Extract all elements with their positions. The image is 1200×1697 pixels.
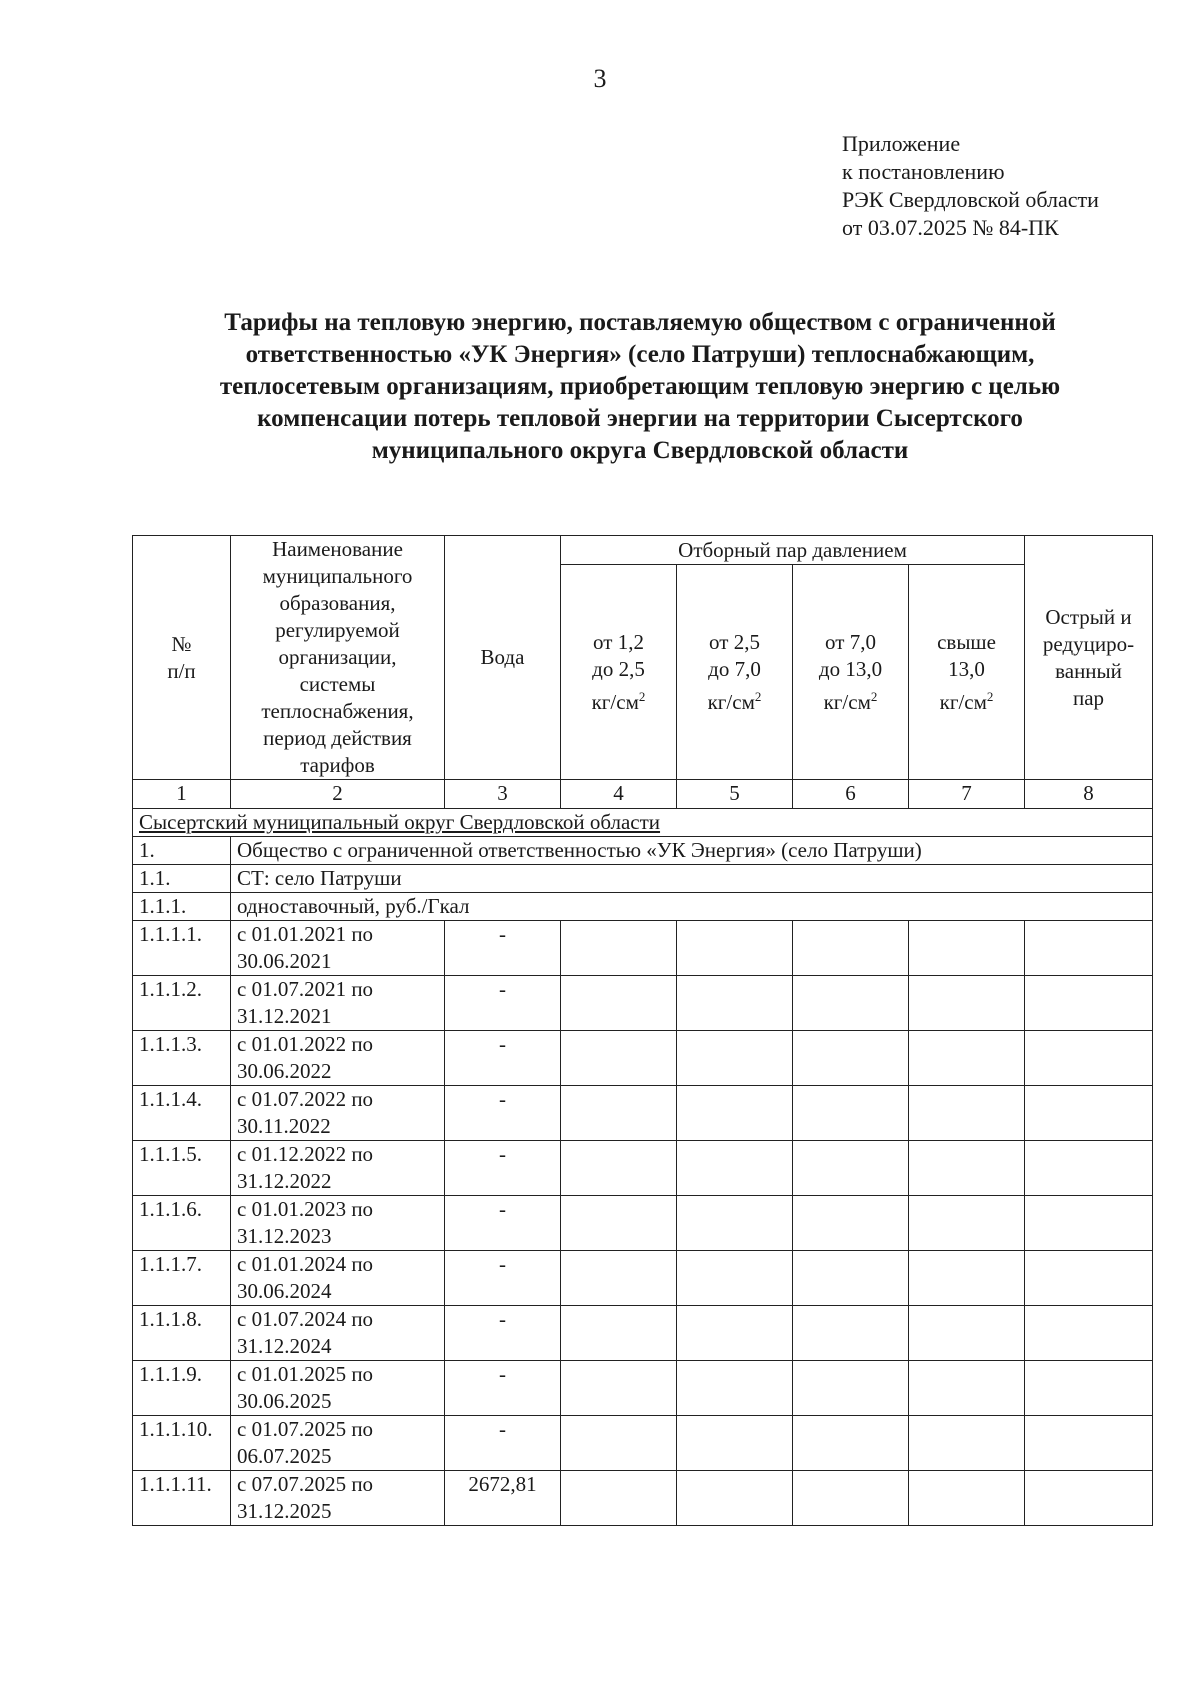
title-line: теплосетевым организациям, приобретающим тепловую энергию с целью [219, 373, 1061, 400]
empty-cell [677, 1196, 793, 1251]
header-name: Наименование муниципального образования, регулируемой организации, системы теплоснабжения, период действия тарифов [231, 536, 445, 780]
section-row [133, 809, 1153, 837]
tariff-row [133, 1196, 1153, 1251]
row-num: 1.1.1.3. [133, 1031, 231, 1086]
empty-cell [1025, 1086, 1153, 1141]
row-num: 1.1.1.2. [133, 976, 231, 1031]
empty-cell [561, 976, 677, 1031]
empty-cell [909, 1086, 1025, 1141]
empty-cell [793, 1471, 909, 1526]
empty-cell [909, 976, 1025, 1031]
page-number: 3 [593, 64, 607, 93]
tariff-row [133, 1361, 1153, 1416]
empty-cell [1025, 976, 1153, 1031]
empty-cell [561, 1471, 677, 1526]
empty-cell [677, 1471, 793, 1526]
empty-cell [1025, 1251, 1153, 1306]
water-value: - [445, 1361, 561, 1416]
empty-cell [561, 1251, 677, 1306]
empty-cell [793, 1416, 909, 1471]
empty-cell [1025, 1196, 1153, 1251]
empty-cell [1025, 1361, 1153, 1416]
empty-cell [793, 921, 909, 976]
empty-cell [909, 1416, 1025, 1471]
row-num: 1.1.1.6. [133, 1196, 231, 1251]
empty-cell [793, 976, 909, 1031]
row-num: 1.1.1.9. [133, 1361, 231, 1416]
col-number: 3 [445, 780, 561, 809]
period: с 01.07.2024 по 31.12.2024 [231, 1306, 445, 1361]
empty-cell [1025, 921, 1153, 976]
appendix-line: от 03.07.2025 № 84-ПК [842, 215, 1059, 240]
empty-cell [909, 1196, 1025, 1251]
water-value: - [445, 921, 561, 976]
header-steam-group: Отборный пар давлением [561, 536, 1025, 565]
header-col8: Острый и редуциро- ванный пар [1025, 536, 1153, 780]
section-title: Сысертский муниципальный округ Свердловской области [133, 809, 1153, 837]
tariff-row [133, 1031, 1153, 1086]
tariff-type-name: одноставочный, руб./Гкал [231, 893, 1153, 921]
empty-cell [677, 976, 793, 1031]
appendix-line: РЭК Свердловской области [842, 187, 1099, 212]
empty-cell [793, 1031, 909, 1086]
empty-cell [909, 1251, 1025, 1306]
water-value: - [445, 1031, 561, 1086]
appendix-line: к постановлению [842, 159, 1005, 184]
period: с 01.01.2025 по 30.06.2025 [231, 1361, 445, 1416]
org-name: Общество с ограниченной ответственностью «УК Энергия» (село Патруши) [231, 837, 1153, 865]
empty-cell [1025, 1306, 1153, 1361]
header-col6: от 7,0 до 13,0 $кг/см^2$ [793, 565, 909, 780]
col-number: 2 [231, 780, 445, 809]
row-num: 1.1.1.8. [133, 1306, 231, 1361]
empty-cell [561, 1031, 677, 1086]
water-value: - [445, 1196, 561, 1251]
empty-cell [561, 1141, 677, 1196]
empty-cell [561, 921, 677, 976]
empty-cell [1025, 1471, 1153, 1526]
empty-cell [561, 1361, 677, 1416]
period: с 01.01.2021 по 30.06.2021 [231, 921, 445, 976]
empty-cell [561, 1306, 677, 1361]
row-num: 1.1. [133, 865, 231, 893]
title-line: муниципального округа Свердловской области [371, 437, 909, 464]
water-value: - [445, 1141, 561, 1196]
empty-cell [909, 1361, 1025, 1416]
tariff-row [133, 1251, 1153, 1306]
tariff-row [133, 1086, 1153, 1141]
header-col5: от 2,5 до 7,0 $кг/см^2$ [677, 565, 793, 780]
empty-cell [909, 1141, 1025, 1196]
document-title [150, 307, 1130, 467]
tariff-row [133, 1141, 1153, 1196]
period: с 01.12.2022 по 31.12.2022 [231, 1141, 445, 1196]
empty-cell [677, 1416, 793, 1471]
appendix-reference [842, 130, 1099, 242]
period: с 01.01.2023 по 31.12.2023 [231, 1196, 445, 1251]
tariff-table [132, 535, 1153, 1526]
water-value: 2672,81 [445, 1471, 561, 1526]
empty-cell [1025, 1031, 1153, 1086]
tariff-row [133, 976, 1153, 1031]
empty-cell [677, 1141, 793, 1196]
empty-cell [1025, 1141, 1153, 1196]
title-line: ответственностью «УК Энергия» (село Патруши) теплоснабжающим, [245, 341, 1035, 368]
empty-cell [909, 1471, 1025, 1526]
water-value: - [445, 1086, 561, 1141]
empty-cell [1025, 1416, 1153, 1471]
empty-cell [793, 1141, 909, 1196]
empty-cell [793, 1306, 909, 1361]
empty-cell [909, 1306, 1025, 1361]
row-num: 1.1.1. [133, 893, 231, 921]
tariff-row [133, 1471, 1153, 1526]
header-water: Вода [445, 536, 561, 780]
appendix-line: Приложение [842, 131, 961, 156]
water-value: - [445, 1251, 561, 1306]
water-value: - [445, 1306, 561, 1361]
row-num: 1.1.1.11. [133, 1471, 231, 1526]
period: с 01.07.2025 по 06.07.2025 [231, 1416, 445, 1471]
column-numbers-row [133, 780, 1153, 809]
empty-cell [793, 1251, 909, 1306]
water-value: - [445, 1416, 561, 1471]
col-number: 4 [561, 780, 677, 809]
empty-cell [909, 921, 1025, 976]
empty-cell [677, 921, 793, 976]
row-num: 1.1.1.1. [133, 921, 231, 976]
row-num: 1. [133, 837, 231, 865]
col-number: 1 [133, 780, 231, 809]
period: с 01.01.2024 по 30.06.2024 [231, 1251, 445, 1306]
empty-cell [561, 1086, 677, 1141]
empty-cell [677, 1306, 793, 1361]
empty-cell [561, 1416, 677, 1471]
row-num: 1.1.1.10. [133, 1416, 231, 1471]
tariff-row [133, 921, 1153, 976]
col-number: 6 [793, 780, 909, 809]
empty-cell [677, 1031, 793, 1086]
org-row [133, 837, 1153, 865]
col-number: 8 [1025, 780, 1153, 809]
period: с 07.07.2025 по 31.12.2025 [231, 1471, 445, 1526]
system-row [133, 865, 1153, 893]
empty-cell [909, 1031, 1025, 1086]
header-col7: свыше 13,0 $кг/см^2$ [909, 565, 1025, 780]
title-line: Тарифы на тепловую энергию, поставляемую обществом с ограниченной [224, 309, 1056, 336]
empty-cell [793, 1196, 909, 1251]
period: с 01.07.2022 по 30.11.2022 [231, 1086, 445, 1141]
col-number: 5 [677, 780, 793, 809]
empty-cell [561, 1196, 677, 1251]
tariff-type-row [133, 893, 1153, 921]
empty-cell [677, 1361, 793, 1416]
row-num: 1.1.1.7. [133, 1251, 231, 1306]
empty-cell [793, 1361, 909, 1416]
tariff-row [133, 1306, 1153, 1361]
row-num: 1.1.1.4. [133, 1086, 231, 1141]
water-value: - [445, 976, 561, 1031]
empty-cell [677, 1086, 793, 1141]
empty-cell [793, 1086, 909, 1141]
empty-cell [677, 1251, 793, 1306]
period: с 01.07.2021 по 31.12.2021 [231, 976, 445, 1031]
header-num: № п/п [133, 536, 231, 780]
title-line: компенсации потерь тепловой энергии на территории Сысертского [257, 405, 1023, 432]
system-name: СТ: село Патруши [231, 865, 1153, 893]
header-col4: от 1,2 до 2,5 $кг/см^2$ [561, 565, 677, 780]
period: с 01.01.2022 по 30.06.2022 [231, 1031, 445, 1086]
col-number: 7 [909, 780, 1025, 809]
tariff-row [133, 1416, 1153, 1471]
row-num: 1.1.1.5. [133, 1141, 231, 1196]
